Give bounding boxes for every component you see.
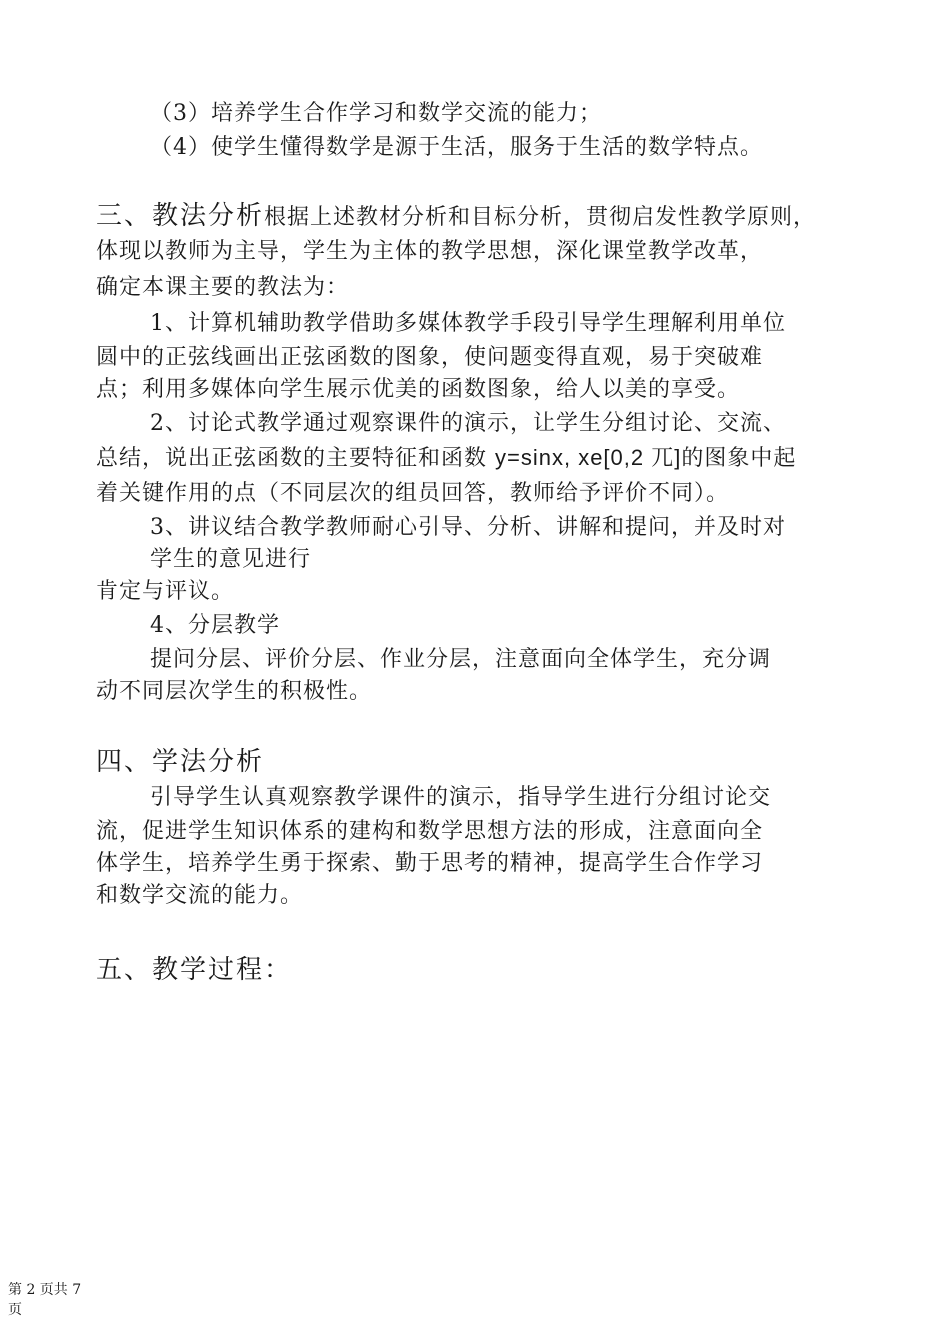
- method-2-line-3: 着关键作用的点（不同层次的组员回答，教师给予评价不同）。: [96, 481, 730, 506]
- section-4-line-2: 流，促进学生知识体系的建构和数学思想方法的形成，注意面向全: [96, 819, 764, 844]
- method-3-line-3: 肯定与评议。: [96, 579, 235, 604]
- method-1-line-1: 1、计算机辅助教学借助多媒体教学手段引导学生理解利用单位: [150, 311, 786, 336]
- section-3-heading-line: [96, 200, 816, 234]
- method-2-line-2: [96, 442, 796, 475]
- section-3-line-3: 确定本课主要的教法为：: [96, 275, 350, 300]
- method-4-line-1: 提问分层、评价分层、作业分层，注意面向全体学生，充分调: [150, 647, 772, 672]
- section-4-line-1: 引导学生认真观察教学课件的演示，指导学生进行分组讨论交: [150, 785, 772, 810]
- goal-3-text: （3）培养学生合作学习和数学交流的能力；: [150, 101, 602, 126]
- section-4-line-4: 和数学交流的能力。: [96, 883, 304, 908]
- section-4-title: 四、学法分析: [96, 747, 265, 777]
- method-3-line-1: 3、讲议结合教学教师耐心引导、分析、讲解和提问，并及时对: [150, 515, 786, 540]
- method-2-line-2-start: 总结，说出正弦函数的主要特征和函数: [96, 446, 495, 471]
- sine-domain-formula: y=sinx, xe[0,2 兀]: [495, 445, 682, 470]
- method-4-title: 4、分层教学: [150, 613, 280, 638]
- section-3-line-2: 体现以教师为主导，学生为主体的教学思想，深化课堂教学改革，: [96, 239, 764, 264]
- method-4-line-2: 动不同层次学生的积极性。: [96, 679, 373, 704]
- page-number-footer: 第 2 页共 7 页: [8, 1282, 82, 1318]
- method-1-line-2: 圆中的正弦线画出正弦函数的图象，使问题变得直观，易于突破难: [96, 345, 764, 370]
- goal-4-text: （4）使学生懂得数学是源于生活，服务于生活的数学特点。: [150, 135, 763, 160]
- method-2-line-2-end: 的图象中起: [681, 446, 797, 471]
- method-1-line-3: 点；利用多媒体向学生展示优美的函数图象，给人以美的享受。: [96, 377, 741, 402]
- method-3-line-2: 学生的意见进行: [150, 547, 312, 572]
- section-3-title: 三、教法分析: [96, 201, 265, 231]
- section-4-line-3: 体学生，培养学生勇于探索、勤于思考的精神，提高学生合作学习: [96, 851, 764, 876]
- section-5-title: 五、教学过程：: [96, 955, 293, 985]
- section-3-lead: 根据上述教材分析和目标分析，贯彻启发性教学原则，: [264, 205, 817, 230]
- method-2-line-1: 2、讨论式教学通过观察课件的演示，让学生分组讨论、交流、: [150, 411, 786, 436]
